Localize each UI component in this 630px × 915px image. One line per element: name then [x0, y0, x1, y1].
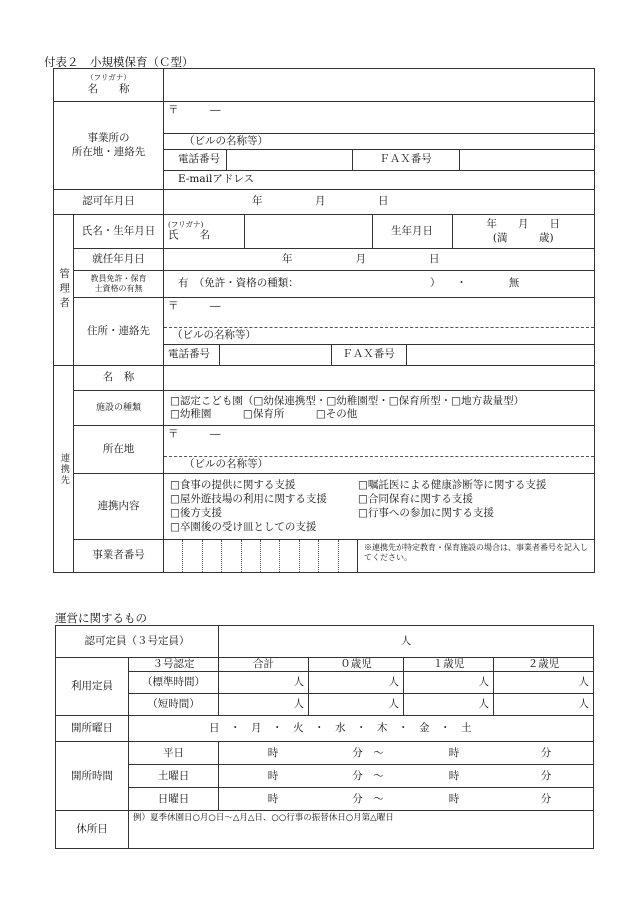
usage-label: 利用定員: [56, 658, 129, 716]
partner-postal-area: [164, 426, 594, 457]
partner-content-item-playground[interactable]: □屋外遊技場の利用に関する支援: [170, 492, 327, 505]
partner-biz-number-row: [164, 540, 595, 573]
facility-email-field[interactable]: [164, 171, 595, 190]
manager-birth-value-2: (満 歳): [492, 231, 554, 244]
manager-address-field[interactable]: [164, 298, 595, 345]
person-unit: 人: [578, 676, 589, 689]
facility-fax-field[interactable]: [459, 150, 594, 170]
minute-from: 分 ～: [352, 792, 384, 805]
hours-label: 開所時間: [56, 742, 129, 811]
partner-content-item-graduation[interactable]: □卒園後の受け皿としての支援: [170, 521, 317, 534]
partner-content-label: 連携内容: [74, 474, 164, 540]
manager-phone-field[interactable]: [219, 345, 331, 365]
minute-unit: 分: [540, 746, 552, 759]
hour-unit: 時: [267, 746, 279, 759]
manager-birth-value-1: 年 月 日: [486, 218, 560, 231]
partner-postal-mark: 〒 ―: [168, 428, 221, 440]
facility-postal-field[interactable]: [164, 102, 595, 134]
manager-contact-row: [164, 345, 595, 366]
hour-unit: 時: [448, 769, 460, 782]
manager-section-label: 管理者: [54, 215, 74, 366]
partner-building-note: （ビルの名称等）: [184, 458, 268, 470]
hour-unit: 時: [448, 746, 460, 759]
manager-appointed-label: 就任年月日: [74, 249, 164, 271]
manager-name-subtable: [164, 215, 594, 248]
short-total-field[interactable]: [219, 694, 309, 716]
manager-postal-mark: 〒 ―: [168, 300, 221, 312]
partner-type-label: 施設の種類: [74, 391, 164, 426]
manager-birth-field[interactable]: [452, 215, 594, 248]
hours-saturday-field[interactable]: [219, 765, 594, 788]
partner-biz-number-label: 事業者番号: [74, 540, 164, 573]
manager-postal-area: [164, 298, 594, 328]
open-days-label: 開所曜日: [56, 716, 129, 742]
facility-fax-label: ＦＡＸ番号: [352, 150, 459, 170]
manager-fax-label: ＦＡＸ番号: [331, 345, 406, 365]
manager-phone-label: 電話番号: [164, 345, 219, 365]
operation-heading: 運営に関するもの: [55, 611, 147, 625]
closed-days-field[interactable]: [129, 811, 594, 849]
short-age1-field[interactable]: [404, 694, 494, 716]
hours-sunday-field[interactable]: [219, 788, 594, 811]
form-title: 付表２ 小規模保育（Ｃ型）: [44, 55, 194, 69]
manager-appointed-value: 年 月 日: [282, 252, 440, 265]
partner-type-line-1: □認定こども園（□幼保連携型・□幼稚園型・□保育所型・□地方裁量型）: [170, 394, 525, 407]
short-age2-field[interactable]: [494, 694, 594, 716]
manager-name-label-cell: [164, 215, 244, 248]
person-unit: 人: [478, 698, 489, 711]
partner-type-field[interactable]: [164, 391, 595, 426]
hours-weekday-field[interactable]: [219, 742, 594, 765]
col-header-age0: ０歳児: [309, 658, 404, 672]
closed-days-example: 例）夏季休園日○月○日～△月△日、○○行事の振替休日○月第△曜日: [133, 813, 394, 824]
facility-email-label: E-mailアドレス: [178, 173, 255, 186]
minute-unit: 分: [540, 769, 552, 782]
person-unit: 人: [388, 698, 399, 711]
standard-age0-field[interactable]: [309, 672, 404, 694]
capacity-unit: 人: [400, 634, 412, 647]
closed-days-label: 休所日: [56, 811, 129, 849]
person-unit: 人: [293, 698, 304, 711]
manager-address-label: 住所・連絡先: [74, 298, 164, 366]
partner-address-field[interactable]: [164, 426, 595, 474]
facility-building-field[interactable]: [164, 134, 595, 150]
minute-from: 分 ～: [352, 769, 384, 782]
hours-row-saturday-label: 土曜日: [129, 765, 219, 788]
manager-building-note: （ビルの名称等）: [172, 329, 256, 341]
person-unit: 人: [578, 698, 589, 711]
person-unit: 人: [478, 676, 489, 689]
partner-content-item-events[interactable]: □行事への参加に関する支援: [358, 507, 494, 519]
capacity-label: 認可定員（３号定員）: [56, 626, 219, 658]
facility-form-table: [53, 68, 595, 573]
manager-license-value: 有 （免許・資格の種類： ） ・ 無: [178, 277, 520, 290]
facility-address-label-2: 所在地・連絡先: [71, 145, 146, 158]
manager-license-label-1: 教員免許・保育: [90, 274, 147, 284]
col-header-total: 合計: [219, 658, 309, 672]
facility-postal-mark: 〒 ―: [168, 104, 221, 116]
partner-section-label: 連携先: [54, 366, 74, 573]
col-header-type3: ３号認定: [129, 658, 219, 672]
hours-row-sunday-label: 日曜日: [129, 788, 219, 811]
manager-name-birth-row: [164, 215, 595, 249]
minute-from: 分 ～: [352, 746, 384, 759]
facility-building-note: （ビルの名称等）: [184, 134, 268, 147]
hour-unit: 時: [267, 792, 279, 805]
manager-name-birth-label: 氏名・生年月日: [74, 215, 164, 249]
manager-license-field[interactable]: [164, 271, 595, 298]
manager-name-label: 氏 名: [168, 229, 210, 242]
hours-row-weekday-label: 平日: [129, 742, 219, 765]
manager-name-field[interactable]: [244, 215, 372, 248]
short-age0-field[interactable]: [309, 694, 404, 716]
open-days-field[interactable]: [129, 716, 594, 742]
partner-name-label: 名 称: [74, 366, 164, 391]
manager-license-label-cell: [74, 271, 164, 298]
partner-content-item-backup[interactable]: □後方支援: [170, 507, 222, 519]
approval-date-value: 年 月 日: [252, 195, 389, 208]
partner-biz-number-note: ※連携先が特定教育・保育施設の場合は、事業者番号を記入してください。: [364, 543, 588, 562]
facility-name-label: 名 称: [87, 82, 130, 95]
partner-name-field[interactable]: [164, 366, 595, 391]
hour-unit: 時: [267, 769, 279, 782]
facility-phone-label: 電話番号: [164, 150, 226, 170]
col-header-age2: ２歳児: [494, 658, 594, 672]
partner-address-label: 所在地: [74, 426, 164, 474]
person-unit: 人: [293, 676, 304, 689]
manager-name-ruby: (フリガナ): [168, 219, 204, 229]
standard-age1-field[interactable]: [404, 672, 494, 694]
partner-content-field: [164, 474, 595, 540]
facility-name-label-cell: [54, 69, 164, 102]
manager-birth-label: 生年月日: [372, 215, 452, 248]
facility-address-label-cell: [54, 102, 164, 190]
row-short-label: （短時間）: [129, 694, 219, 716]
standard-total-field[interactable]: [219, 672, 309, 694]
col-header-age1: １歳児: [404, 658, 494, 672]
approval-date-field[interactable]: [164, 190, 595, 215]
facility-name-field[interactable]: [164, 69, 595, 102]
facility-name-ruby: （フリガナ）: [86, 73, 131, 83]
open-days-value: 日 ・ 月 ・ 火 ・ 水 ・ 木 ・ 金 ・ 土: [209, 722, 472, 735]
partner-biz-number-boxes[interactable]: [164, 540, 358, 572]
manager-contact-subtable: [164, 345, 594, 365]
partner-content-item-doctor[interactable]: □嘱託医による健康診断等に関する支援: [358, 478, 547, 491]
manager-license-label-2: 士資格の有無: [94, 284, 143, 293]
approval-date-label: 認可年月日: [54, 190, 164, 215]
facility-phone-field[interactable]: [226, 150, 352, 170]
partner-content-item-joint-care[interactable]: □合同保育に関する支援: [358, 492, 473, 505]
facility-contact-subtable: [164, 150, 594, 170]
person-unit: 人: [388, 676, 399, 689]
row-standard-label: （標準時間）: [129, 672, 219, 694]
capacity-field[interactable]: [219, 626, 594, 658]
hour-unit: 時: [448, 792, 460, 805]
facility-address-label-1: 事業所の: [87, 132, 130, 145]
manager-appointed-field[interactable]: [164, 249, 595, 271]
partner-type-line-2: □幼稚園 □保育所 □その他: [170, 408, 358, 420]
facility-contact-row: [164, 150, 595, 171]
minute-unit: 分: [540, 792, 552, 805]
partner-content-item-meal[interactable]: □食事の提供に関する支援: [170, 478, 296, 491]
standard-age2-field[interactable]: [494, 672, 594, 694]
manager-fax-field[interactable]: [406, 345, 594, 365]
operation-table: [55, 625, 594, 849]
